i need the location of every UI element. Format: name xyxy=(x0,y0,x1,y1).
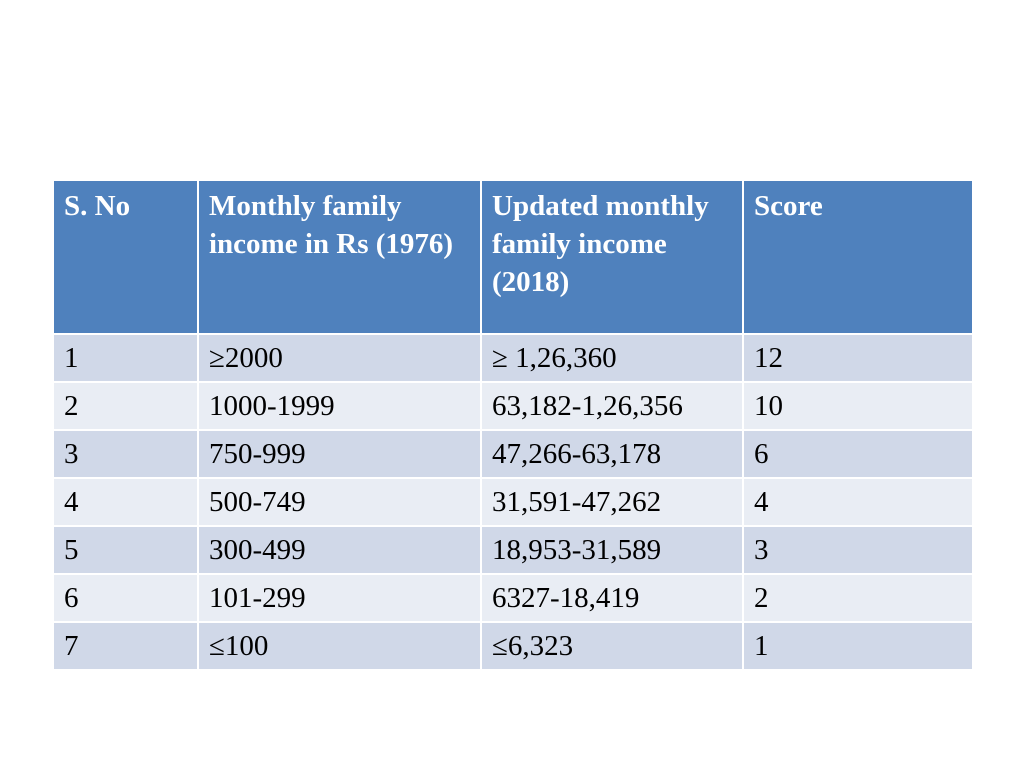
cell-score: 1 xyxy=(743,622,973,670)
table-row xyxy=(53,430,973,478)
cell-income-2018: ≤6,323 xyxy=(481,622,743,670)
cell-score: 10 xyxy=(743,382,973,430)
cell-score: 6 xyxy=(743,430,973,478)
table-row xyxy=(53,334,973,382)
header-row xyxy=(53,180,973,334)
cell-income-1976: 500-749 xyxy=(198,478,481,526)
header-income-1976: Monthly family income in Rs (1976) xyxy=(198,180,481,334)
cell-income-2018: 18,953-31,589 xyxy=(481,526,743,574)
cell-s-no: 7 xyxy=(53,622,198,670)
cell-s-no: 4 xyxy=(53,478,198,526)
table-row xyxy=(53,574,973,622)
cell-s-no: 2 xyxy=(53,382,198,430)
cell-income-2018: 31,591-47,262 xyxy=(481,478,743,526)
header-s-no: S. No xyxy=(53,180,198,334)
income-score-table xyxy=(52,179,974,671)
cell-income-2018: 47,266-63,178 xyxy=(481,430,743,478)
header-score: Score xyxy=(743,180,973,334)
cell-income-1976: ≥2000 xyxy=(198,334,481,382)
cell-s-no: 6 xyxy=(53,574,198,622)
cell-score: 4 xyxy=(743,478,973,526)
cell-income-2018: 63,182-1,26,356 xyxy=(481,382,743,430)
table-row xyxy=(53,622,973,670)
cell-income-1976: ≤100 xyxy=(198,622,481,670)
header-income-2018: Updated monthly family income (2018) xyxy=(481,180,743,334)
cell-income-1976: 750-999 xyxy=(198,430,481,478)
table-row xyxy=(53,478,973,526)
cell-income-1976: 101-299 xyxy=(198,574,481,622)
table-row xyxy=(53,526,973,574)
cell-s-no: 3 xyxy=(53,430,198,478)
cell-score: 12 xyxy=(743,334,973,382)
cell-s-no: 5 xyxy=(53,526,198,574)
cell-s-no: 1 xyxy=(53,334,198,382)
cell-income-2018: ≥ 1,26,360 xyxy=(481,334,743,382)
cell-income-1976: 1000-1999 xyxy=(198,382,481,430)
cell-score: 3 xyxy=(743,526,973,574)
cell-score: 2 xyxy=(743,574,973,622)
cell-income-2018: 6327-18,419 xyxy=(481,574,743,622)
table-row xyxy=(53,382,973,430)
cell-income-1976: 300-499 xyxy=(198,526,481,574)
